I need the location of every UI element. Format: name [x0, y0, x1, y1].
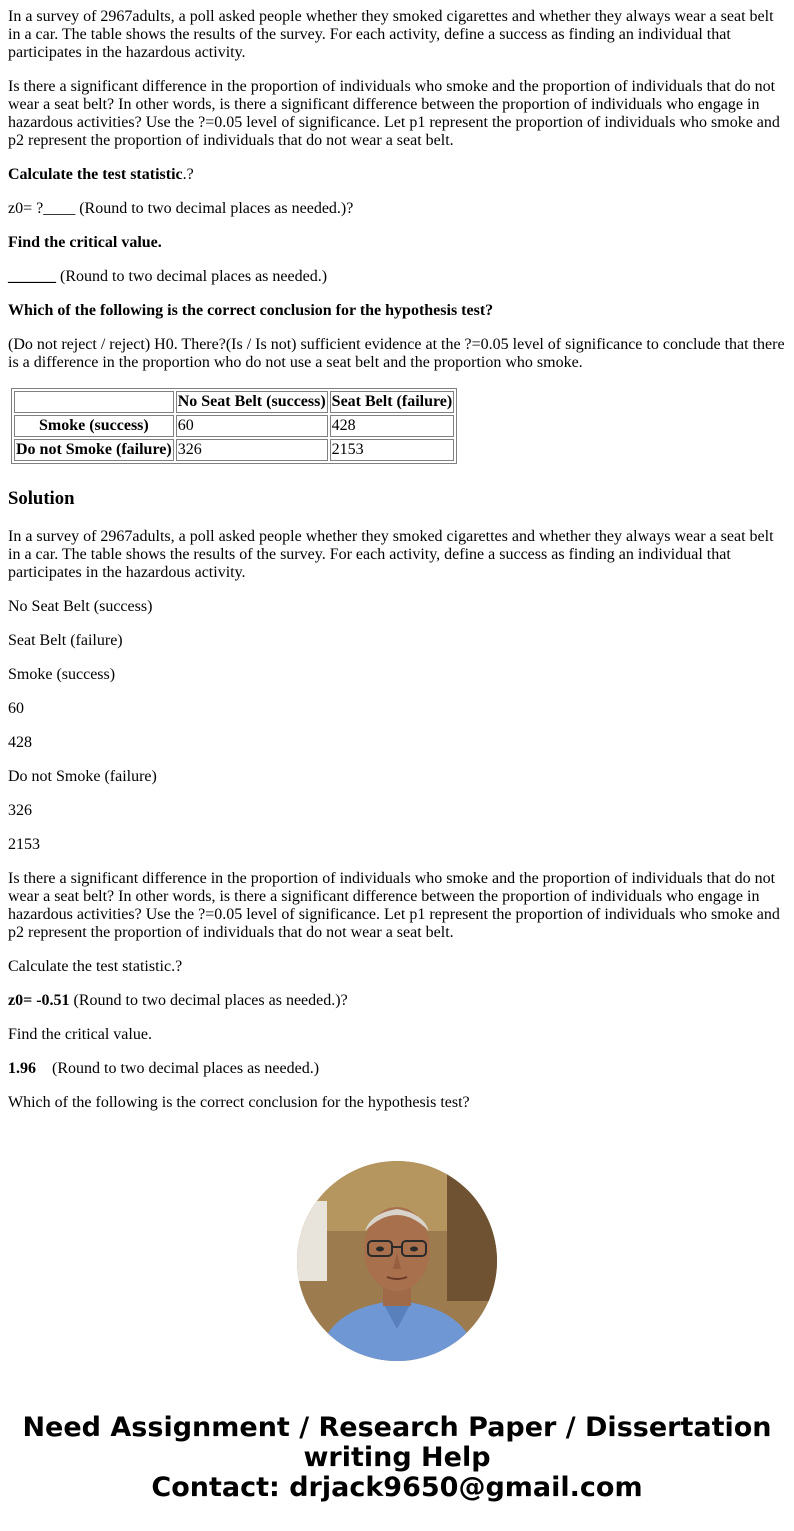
table-header-row — [14, 391, 454, 413]
critical-answer-note: (Round to two decimal places as needed.) — [52, 1060, 320, 1077]
z-note: (Round to two decimal places as needed.)? — [69, 992, 348, 1009]
conclusion-heading: Which of the following is the correct conclusion for the hypothesis test? — [8, 302, 494, 319]
avatar — [297, 1161, 497, 1361]
critical-answer: 1.96 — [8, 1060, 36, 1077]
solution-calc-heading: Calculate the test statistic.? — [8, 958, 183, 975]
critical-prompt — [8, 268, 786, 286]
solution-heading: Solution — [8, 488, 75, 509]
solution-critical-line — [8, 1060, 786, 1078]
solution-item: Seat Belt (failure) — [8, 632, 123, 649]
solution-critical-heading: Find the critical value. — [8, 1026, 152, 1043]
solution-item: Do not Smoke (failure) — [8, 768, 157, 785]
survey-table — [11, 388, 457, 464]
row-label: Do not Smoke (failure) — [14, 439, 174, 461]
cell-seat-belt: 2153 — [330, 439, 455, 461]
header-seat-belt: Seat Belt (failure) — [330, 391, 455, 413]
document-body — [0, 8, 794, 1112]
conclusion-text: (Do not reject / reject) H0. There?(Is / Is not) sufficient evidence at the ?=0.05 level of significance to conclude that there is a difference in the proportion who do not use a seat belt and the proportion who smoke. — [8, 336, 785, 371]
critical-blank: ______ — [8, 268, 56, 285]
solution-intro: In a survey of 2967adults, a poll asked people whether they smoked cigarettes and whether they always wear a seat belt in a car. The table shows the results of the survey. For each activity, define a success as finding an individual that participates in the hazardous activity. — [8, 528, 774, 581]
solution-item: 326 — [8, 802, 32, 819]
solution-item: No Seat Belt (success) — [8, 598, 153, 615]
calc-suffix: .? — [182, 166, 194, 183]
question-intro: In a survey of 2967adults, a poll asked people whether they smoked cigarettes and whether they always wear a seat belt in a car. The table shows the results of the survey. For each activity, define a success as finding an individual that participates in the hazardous activity. — [8, 8, 774, 61]
footer-line-2: writing Help — [303, 1442, 491, 1473]
footer-contact: Contact: drjack9650@gmail.com — [151, 1472, 643, 1503]
solution-item: 2153 — [8, 836, 40, 853]
table-corner-cell — [14, 391, 174, 413]
question-hypothesis: Is there a significant difference in the proportion of individuals who smoke and the proportion of individuals that do not wear a seat belt? In other words, is there a significant difference between the proportion of individuals who engage in hazardous activities? Use the ?=0.05 level of significance. Let p1 represent the proportion of individuals who smoke and p2 represent the proportion of individuals that do not wear a seat belt. — [8, 78, 780, 149]
critical-note: (Round to two decimal places as needed.) — [56, 268, 328, 285]
solution-conclusion-heading: Which of the following is the correct conclusion for the hypothesis test? — [8, 1094, 470, 1111]
solution-item: Smoke (success) — [8, 666, 116, 683]
header-no-seat-belt: No Seat Belt (success) — [176, 391, 328, 413]
solution-item: 60 — [8, 700, 24, 717]
z-answer: z0= -0.51 — [8, 992, 70, 1009]
portrait-image — [297, 1161, 497, 1361]
calc-prompt — [8, 166, 786, 184]
critical-heading: Find the critical value. — [8, 234, 162, 251]
solution-hypothesis: Is there a significant difference in the proportion of individuals who smoke and the proportion of individuals that do not wear a seat belt? In other words, is there a significant difference between the proportion of individuals who engage in hazardous activities? Use the ?=0.05 level of significance. Let p1 represent the proportion of individuals who smoke and p2 represent the proportion of individuals that do not wear a seat belt. — [8, 870, 780, 941]
cell-no-seat-belt: 60 — [176, 415, 328, 437]
table-row — [14, 415, 454, 437]
footer-line-1: Need Assignment / Research Paper / Dissertation — [22, 1412, 772, 1443]
calc-heading: Calculate the test statistic — [8, 166, 183, 183]
table-row — [14, 439, 454, 461]
footer-banner — [0, 1413, 794, 1503]
row-label: Smoke (success) — [14, 415, 174, 437]
cell-no-seat-belt: 326 — [176, 439, 328, 461]
solution-item: 428 — [8, 734, 32, 751]
z-line: z0= ?____ (Round to two decimal places as needed.)? — [8, 200, 354, 217]
solution-z-line — [8, 992, 786, 1010]
cell-seat-belt: 428 — [330, 415, 455, 437]
